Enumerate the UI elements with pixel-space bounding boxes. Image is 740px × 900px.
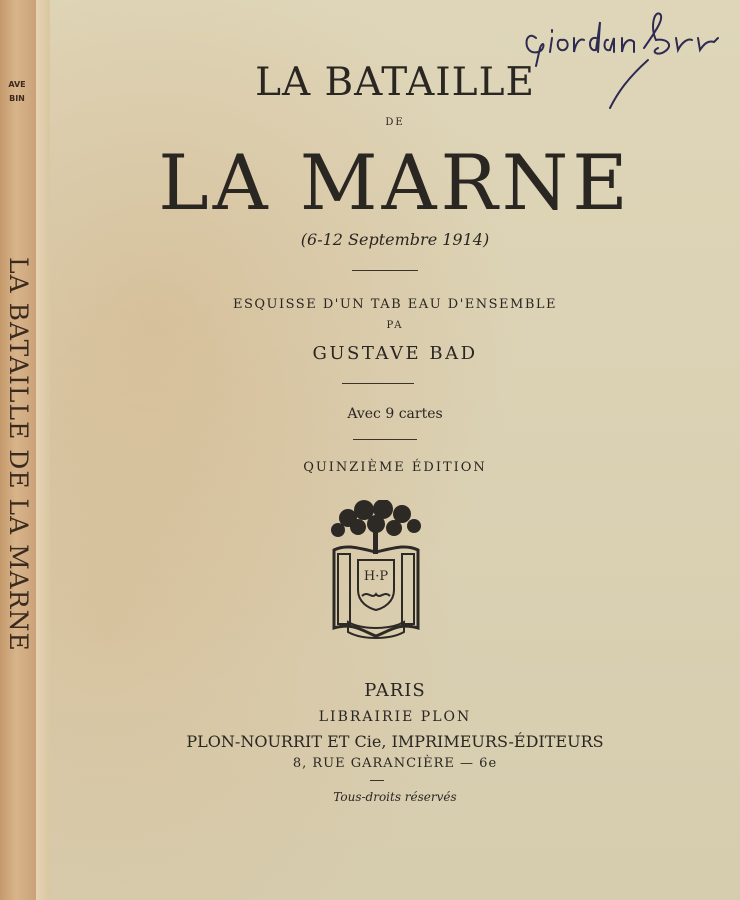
divider-rule [370, 780, 384, 781]
spine-top-label-2: BIN [9, 94, 25, 103]
book-spine [0, 0, 38, 900]
divider-rule [352, 270, 418, 271]
title-line-2: LA MARNE [158, 138, 632, 227]
page-edge [36, 0, 50, 900]
publisher-device-emblem-icon [328, 500, 424, 642]
publisher-line-2: PLON-NOURRIT ET Cie, IMPRIMEURS-ÉDITEURS [186, 732, 604, 751]
title-de: DE [385, 117, 405, 128]
publisher-address: 8, RUE GARANCIÈRE — 6e [292, 756, 498, 771]
spine-top-label [2, 78, 32, 106]
subtitle: ESQUISSE D'UN TAB EAU D'ENSEMBLE [232, 297, 558, 312]
title-dates: (6-12 Septembre 1914) [300, 230, 490, 249]
maps-note: Avec 9 cartes [347, 406, 443, 422]
author-name: GUSTAVE BAD [312, 343, 478, 364]
handwritten-signature [518, 8, 728, 118]
rights-notice: Tous-droits réservés [333, 790, 457, 804]
publisher-line-1: LIBRAIRIE PLON [318, 709, 472, 725]
title-page [50, 0, 740, 900]
publication-city: PARIS [364, 680, 426, 701]
edition-label: QUINZIÈME ÉDITION [303, 460, 487, 475]
spine-title: LA BATAILLE DE LA MARNE [4, 257, 33, 652]
by-label: PA [386, 320, 404, 331]
spine-top-label-1: AVE [8, 80, 26, 89]
divider-rule [353, 439, 417, 440]
divider-rule [342, 383, 414, 384]
title-line-1: LA BATAILLE [255, 60, 535, 105]
svg-text:H·P: H·P [363, 569, 389, 584]
